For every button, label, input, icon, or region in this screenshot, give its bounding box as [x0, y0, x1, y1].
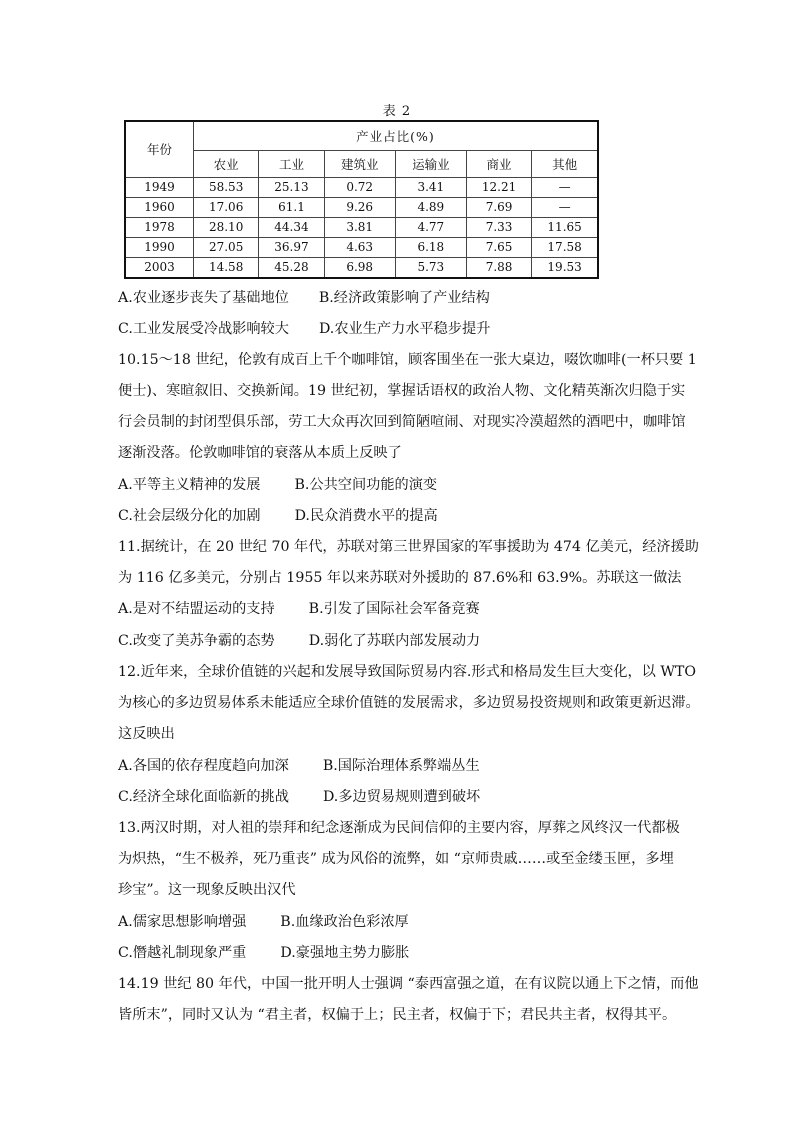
cell: 7.69 — [466, 198, 531, 218]
q9-options-row-1 — [118, 288, 490, 308]
q12-options-row-1 — [118, 756, 480, 776]
cell-year: 1960 — [125, 198, 194, 218]
q12-option-c[interactable]: C.经济全球化面临新的挑战 — [118, 789, 289, 805]
q10-option-d[interactable]: D.民众消费水平的提高 — [294, 508, 438, 524]
cell-year: 1990 — [125, 238, 194, 258]
cell-year: 1978 — [125, 218, 194, 238]
q13-options-row-2 — [118, 943, 409, 963]
cell: 12.21 — [466, 178, 531, 198]
q11-options-row-1 — [118, 599, 480, 619]
cell: 7.65 — [466, 238, 531, 258]
table-row — [125, 178, 598, 198]
table-row — [125, 258, 598, 279]
q13-option-a[interactable]: A.儒家思想影响增强 — [118, 914, 247, 930]
q10-option-c[interactable]: C.社会层级分化的加剧 — [118, 508, 261, 524]
q10-option-b[interactable]: B.公共空间功能的演变 — [294, 477, 438, 493]
q11-stem-line-2: 为 116 亿多美元，分别占 1955 年以来苏联对外援助的 87.6%和 63.9%。苏联这一做法 — [118, 570, 682, 586]
cell: 19.53 — [532, 258, 598, 279]
q13-option-c[interactable]: C.僭越礼制现象严重 — [118, 945, 247, 961]
header-other: 其他 — [532, 151, 598, 178]
cell: 3.41 — [395, 178, 466, 198]
header-agriculture: 农业 — [194, 151, 259, 178]
q13-option-d[interactable]: D.豪强地主势力膨胀 — [280, 945, 410, 961]
q10-stem-line-1: 10.15～18 世纪，伦敦有成百上千个咖啡馆，顾客围坐在一张大桌边，啜饮咖啡(一杯只要 1 — [118, 352, 697, 368]
q11-option-b[interactable]: B.引发了国际社会军备竞赛 — [308, 601, 480, 617]
table-caption: 表 2 — [382, 104, 412, 119]
q10-options-row-1 — [118, 475, 437, 495]
cell: — — [532, 178, 598, 198]
q12-stem-line-1: 12.近年来，全球价值链的兴起和发展导致国际贸易内容.形式和格局发生巨大变化，以 WTO — [118, 664, 697, 680]
q10-options-row-2 — [118, 506, 438, 526]
cell: 5.73 — [395, 258, 466, 279]
cell: 6.98 — [324, 258, 395, 279]
cell: 11.65 — [532, 218, 598, 238]
q10-option-a[interactable]: A.平等主义精神的发展 — [118, 477, 261, 493]
cell: 61.1 — [259, 198, 324, 218]
q12-stem-line-2: 为核心的多边贸易体系未能适应全球价值链的发展需求，多边贸易投资规则和政策更新迟滞。 — [118, 695, 700, 711]
industry-share-table — [124, 120, 599, 279]
q9-option-d[interactable]: D.农业生产力水平稳步提升 — [318, 321, 491, 337]
cell: 25.13 — [259, 178, 324, 198]
cell: 4.89 — [395, 198, 466, 218]
cell-year: 2003 — [125, 258, 194, 279]
cell-year: 1949 — [125, 178, 194, 198]
q10-stem-line-3: 行会员制的封闭型俱乐部，劳工大众再次回到简陋喧闹、对现实冷漠超然的酒吧中，咖啡馆 — [118, 414, 686, 430]
q9-option-a[interactable]: A.农业逐步丧失了基础地位 — [118, 290, 289, 306]
q13-options-row-1 — [118, 912, 409, 932]
q9-option-b[interactable]: B.经济政策影响了产业结构 — [318, 290, 490, 306]
cell: 9.26 — [324, 198, 395, 218]
cell: 28.10 — [194, 218, 259, 238]
header-construction: 建筑业 — [324, 151, 395, 178]
table-row — [125, 218, 598, 238]
q13-stem-line-2: 为炽热，“生不极养，死乃重丧” 成为风俗的流弊，如 “京师贵戚……或至金缕玉匣，多埋 — [118, 851, 674, 867]
cell: 17.06 — [194, 198, 259, 218]
q12-option-d[interactable]: D.多边贸易规则遭到破坏 — [322, 789, 481, 805]
q10-stem-line-2: 便士)、寒暄叙旧、交换新闻。19 世纪初，掌握话语权的政治人物、文化精英渐次归隐于实 — [118, 383, 686, 399]
cell: 58.53 — [194, 178, 259, 198]
q11-option-c[interactable]: C.改变了美苏争霸的态势 — [118, 633, 275, 649]
q11-option-d[interactable]: D.弱化了苏联内部发展动力 — [308, 633, 481, 649]
cell: 7.88 — [466, 258, 531, 279]
q14-stem-line-2: 皆所末”，同时又认为 “君主者，权偏于上；民主者，权偏于下；君民共主者，权得其平。 — [118, 1007, 677, 1023]
table-row — [125, 238, 598, 258]
cell: 14.58 — [194, 258, 259, 279]
cell: 6.18 — [395, 238, 466, 258]
q11-options-row-2 — [118, 631, 480, 651]
q12-stem-line-3: 这反映出 — [118, 726, 175, 742]
header-industry: 工业 — [259, 151, 324, 178]
header-year: 年份 — [125, 121, 194, 178]
cell: 7.33 — [466, 218, 531, 238]
table-row — [125, 198, 598, 218]
cell: 45.28 — [259, 258, 324, 279]
q12-options-row-2 — [118, 787, 480, 807]
q13-stem-line-1: 13.两汉时期，对人祖的崇拜和纪念逐渐成为民间信仰的主要内容，厚葬之风终汉一代都极 — [118, 820, 680, 836]
cell: — — [532, 198, 598, 218]
cell: 27.05 — [194, 238, 259, 258]
header-transport: 运输业 — [395, 151, 466, 178]
q11-stem-line-1: 11.据统计，在 20 世纪 70 年代，苏联对第三世界国家的军事援助为 474 亿美元，经济援助 — [118, 539, 699, 555]
cell: 4.63 — [324, 238, 395, 258]
cell: 3.81 — [324, 218, 395, 238]
cell: 17.58 — [532, 238, 598, 258]
q14-stem-line-1: 14.19 世纪 80 年代，中国一批开明人士强调 “泰西富强之道，在有议院以通上下之情，而他 — [118, 976, 699, 992]
q9-options-row-2 — [118, 319, 490, 339]
q12-option-a[interactable]: A.各国的依存程度趋向加深 — [118, 758, 289, 774]
q13-stem-line-3: 珍宝”。这一现象反映出汉代 — [118, 882, 296, 898]
cell: 44.34 — [259, 218, 324, 238]
q12-option-b[interactable]: B.国际治理体系弊端丛生 — [322, 758, 480, 774]
header-commerce: 商业 — [466, 151, 531, 178]
cell: 36.97 — [259, 238, 324, 258]
header-industry-share: 产业占比(%) — [194, 121, 599, 151]
q11-option-a[interactable]: A.是对不结盟运动的支持 — [118, 601, 275, 617]
q13-option-b[interactable]: B.血缘政治色彩浓厚 — [280, 914, 409, 930]
q10-stem-line-4: 逐渐没落。伦敦咖啡馆的衰落从本质上反映了 — [118, 445, 402, 461]
q9-option-c[interactable]: C.工业发展受冷战影响较大 — [118, 321, 289, 337]
cell: 4.77 — [395, 218, 466, 238]
cell: 0.72 — [324, 178, 395, 198]
